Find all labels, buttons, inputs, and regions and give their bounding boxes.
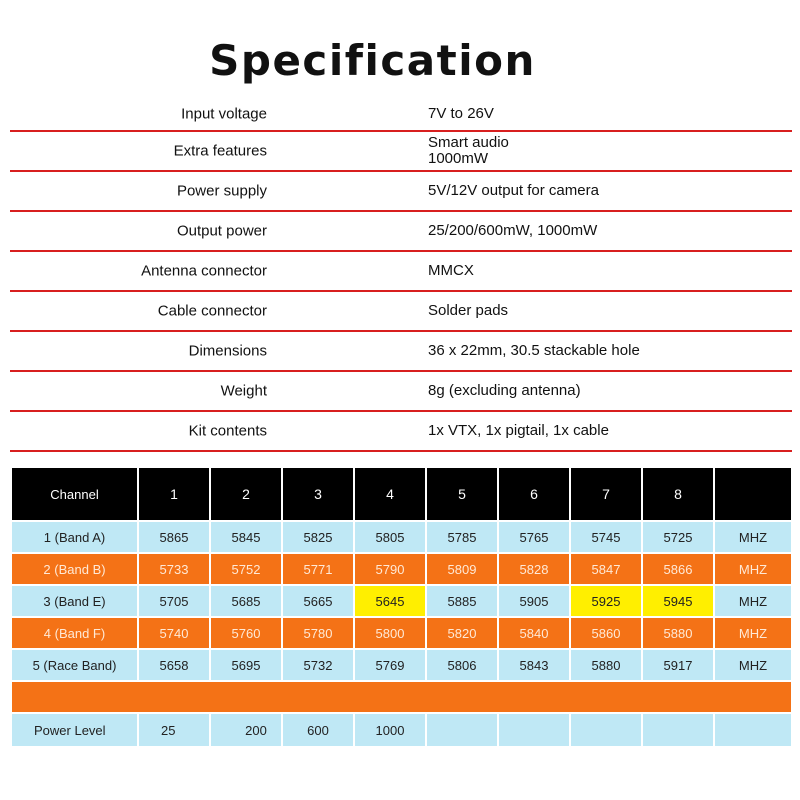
table-cell [715,714,791,746]
table-row-band-e [12,586,791,616]
table-cell: 5880 [571,650,641,680]
table-cell: 5917 [643,650,713,680]
spec-label: Input voltage [181,105,267,122]
spec-label: Antenna connector [141,262,267,280]
table-cell: 5771 [283,554,353,584]
spec-value: Solder pads [428,302,509,319]
column-header: 6 [499,468,569,520]
spec-row-power-supply [10,172,792,212]
table-cell: 5800 [355,618,425,648]
highlighted-cell: 5945 [643,586,713,616]
spec-list [10,97,792,452]
table-cell: 5760 [211,618,281,648]
table-cell: 5790 [355,554,425,584]
spec-value: 36 x 22mm, 30.5 stackable hole [428,342,640,359]
spec-label: Power supply [176,182,267,200]
table-cell [643,714,713,746]
column-header: 5 [427,468,497,520]
highlighted-cell: 5925 [571,586,641,616]
column-header: 8 [643,468,713,520]
table-cell: 5806 [427,650,497,680]
table-row-race-band [12,650,791,680]
table-cell: 5785 [427,522,497,552]
column-header: 1 [139,468,209,520]
table-cell: 5752 [211,554,281,584]
table-cell: 5732 [283,650,353,680]
column-header [715,468,791,520]
spec-row-input-voltage [10,97,792,132]
table-cell: 5805 [355,522,425,552]
table-cell: 1000 [355,714,425,746]
row-label: Power Level [12,714,137,746]
spec-value: Smart audio 1000mW [428,134,509,167]
spec-label: Weight [220,382,267,400]
unit-cell: MHZ [715,618,791,648]
table-cell: 5780 [283,618,353,648]
table-cell: 5847 [571,554,641,584]
table-cell: 5745 [571,522,641,552]
spec-row-cable-connector [10,292,792,332]
table-cell [571,714,641,746]
table-cell: 5685 [211,586,281,616]
table-cell: 5765 [499,522,569,552]
highlighted-cell: 5645 [355,586,425,616]
table-header-row [12,468,791,520]
spec-value: 25/200/600mW, 1000mW [428,222,598,239]
spec-row-output-power [10,212,792,252]
row-label: 1 (Band A) [12,522,137,552]
table-cell: 5825 [283,522,353,552]
spec-value: 7V to 26V [428,104,494,122]
table-cell: 5740 [139,618,209,648]
column-header: 2 [211,468,281,520]
row-label: 5 (Race Band) [12,650,137,680]
table-cell: 5905 [499,586,569,616]
table-cell: 5865 [139,522,209,552]
table-spacer-row [12,682,791,712]
unit-cell: MHZ [715,522,791,552]
table-cell: 5860 [571,618,641,648]
table-cell: 5820 [427,618,497,648]
table-cell: 5733 [139,554,209,584]
table-row-band-a [12,522,791,552]
table-cell: 5845 [211,522,281,552]
channel-frequency-table [10,466,793,748]
table-cell: 5665 [283,586,353,616]
table-cell: 5725 [643,522,713,552]
unit-cell: MHZ [715,586,791,616]
table-cell: 25 [139,714,209,746]
column-header: 3 [283,468,353,520]
spec-value: MMCX [428,262,474,279]
spec-label: Extra features [173,142,267,160]
table-cell: 5880 [643,618,713,648]
table-cell: 5866 [643,554,713,584]
spec-value: 5V/12V output for camera [428,182,599,199]
spec-row-kit-contents [10,412,792,452]
page-title: Specification [209,36,536,85]
table-cell [427,714,497,746]
row-label: 3 (Band E) [12,586,137,616]
table-row-power-level [12,714,791,746]
table-cell: 5828 [499,554,569,584]
table-row-band-f [12,618,791,648]
column-header: 7 [571,468,641,520]
unit-cell: MHZ [715,554,791,584]
spec-label: Output power [176,222,267,240]
spec-label: Cable connector [157,302,267,320]
spec-label: Kit contents [188,422,267,440]
table-cell: 200 [211,714,281,746]
column-header: Channel [12,468,137,520]
table-cell [499,714,569,746]
table-cell: 5885 [427,586,497,616]
spec-row-antenna-connector [10,252,792,292]
table-cell: 5809 [427,554,497,584]
table-cell: 5840 [499,618,569,648]
spec-row-weight [10,372,792,412]
spec-value: 8g (excluding antenna) [428,382,581,399]
column-header: 4 [355,468,425,520]
table-cell: 5658 [139,650,209,680]
table-cell: 5769 [355,650,425,680]
table-cell: 5695 [211,650,281,680]
unit-cell: MHZ [715,650,791,680]
spacer-cell [12,682,791,712]
table-cell: 600 [283,714,353,746]
row-label: 4 (Band F) [12,618,137,648]
table-cell: 5843 [499,650,569,680]
spec-row-dimensions [10,332,792,372]
table-row-band-b [12,554,791,584]
row-label: 2 (Band B) [12,554,137,584]
spec-row-extra-features [10,132,792,172]
spec-value: 1x VTX, 1x pigtail, 1x cable [428,422,609,439]
table-cell: 5705 [139,586,209,616]
spec-label: Dimensions [188,342,267,360]
